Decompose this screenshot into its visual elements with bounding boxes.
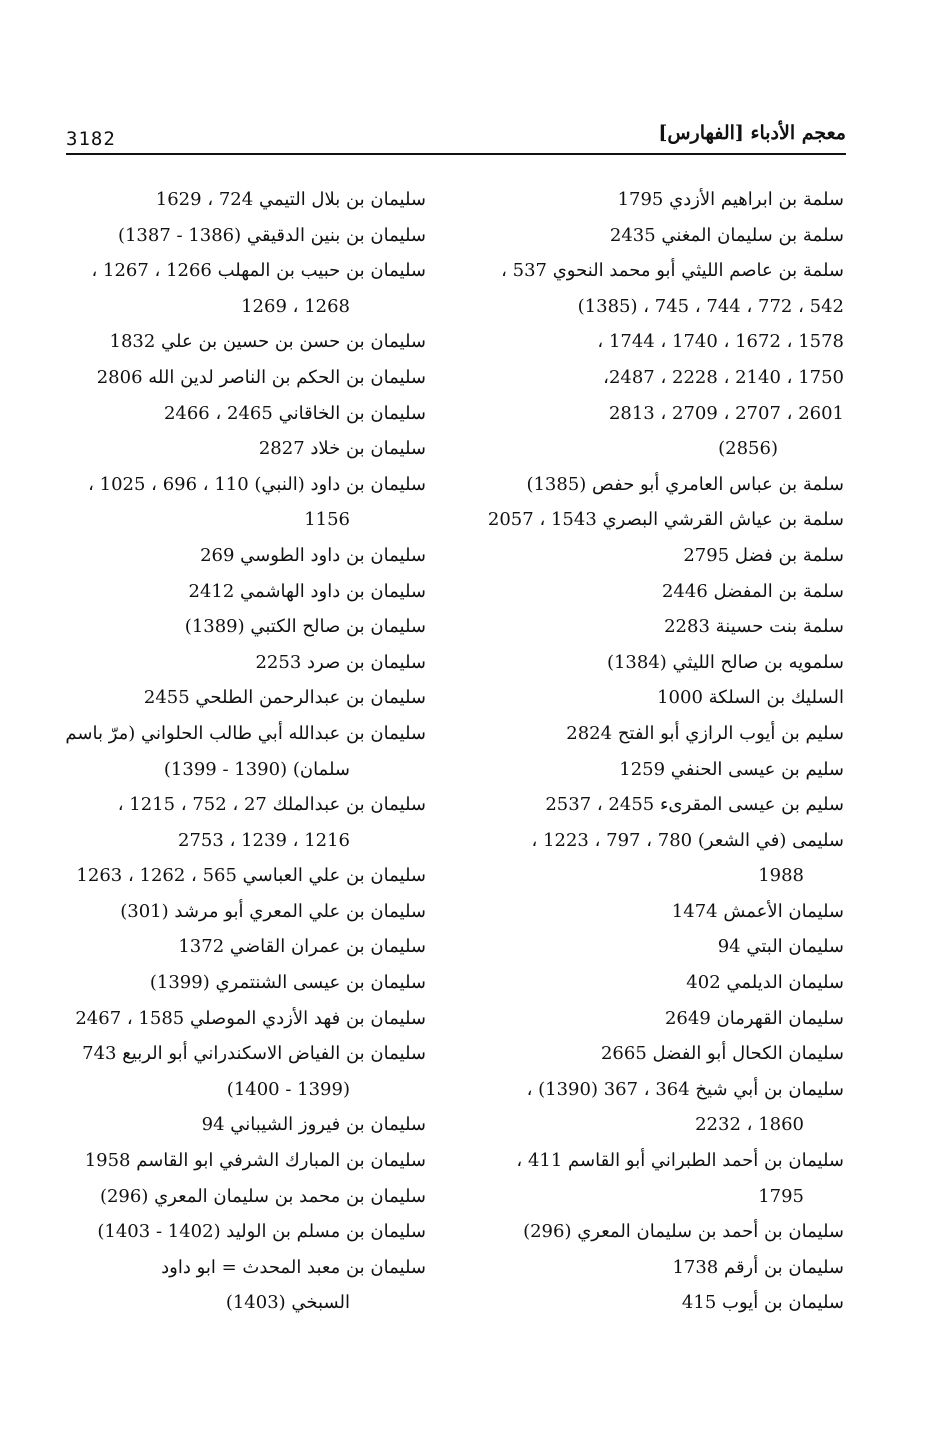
index-entry-text: سليمان بن عمران القاضي 1372 (178, 936, 426, 958)
index-entry-text: سلمة بن ابراهيم الأزدي 1795 (617, 189, 844, 210)
index-entry-text: سلمة بنت حسينة 2283 (664, 616, 844, 638)
index-entry-continuation: 1156 (304, 509, 350, 531)
index-entry (60, 680, 426, 716)
index-entry-continuation: السبخي (1403) (225, 1292, 350, 1314)
page-header (66, 118, 846, 154)
index-entry-text: سليمان بن محمد بن سليمان المعري (296) (99, 1185, 426, 1207)
index-entry (60, 645, 426, 681)
index-entry (474, 929, 844, 965)
header-rule (66, 153, 846, 155)
index-entry-text: سليمان بن الخاقاني 2465 ، 2466 (163, 402, 426, 424)
index-entry-text: السليك بن السلكة 1000 (657, 687, 844, 709)
index-entry (474, 1285, 844, 1321)
index-entry (60, 574, 426, 610)
index-entry (60, 1179, 426, 1215)
running-title: معجم الأدباء [الفهارس] (658, 122, 846, 144)
index-entry (474, 645, 844, 681)
index-entry-text: سليمان بن المبارك الشرفي ابو القاسم 1958 (84, 1150, 426, 1172)
index-entry-text: سليمان بن علي المعري أبو مرشد (301) (120, 900, 426, 922)
index-entry-continuation: 542 ، 772 ، 744 ، 745 ، (1385) (577, 295, 844, 317)
index-entry-text: سليمان بن أحمد بن سليمان المعري (296) (523, 1221, 844, 1243)
index-entry (474, 609, 844, 645)
index-entry (60, 858, 426, 894)
index-entry (60, 1107, 426, 1143)
page-number: 3182 (66, 128, 116, 150)
index-entry-text: سليم بن عيسى المقرىء 2455 ، 2537 (545, 794, 844, 816)
index-entry-text: سليمان الكحال أبو الفضل 2665 (600, 1043, 844, 1065)
index-entry (60, 218, 426, 254)
index-entry (474, 1250, 844, 1286)
index-entry (474, 467, 844, 503)
index-entry (474, 182, 844, 218)
index-entry-text: سليمان بن صالح الكتبي (1389) (184, 616, 426, 638)
index-entry (474, 1036, 844, 1072)
index-entry (60, 360, 426, 396)
index-entry-text: سليمان بن مسلم بن الوليد (1402 - 1403) (97, 1221, 426, 1243)
index-entry-continuation: 1578 ، 1672 ، 1740 ، 1744 ، (597, 331, 844, 353)
index-entry-text: سليمان الأعمش 1474 (671, 900, 844, 922)
index-entry-continuation: 1860 ، 2232 (695, 1114, 804, 1136)
index-entry-text: سليمان بن فيروز الشيباني 94 (201, 1114, 426, 1136)
index-entry-continuation: 1795 (758, 1185, 804, 1207)
index-entry (474, 574, 844, 610)
index-entry-text: سليمان بن حبيب بن المهلب 1266 ، 1267 ، (91, 260, 426, 282)
index-entry-text: سلمويه بن صالح الليثي (1384) (606, 651, 844, 673)
index-entry (474, 1001, 844, 1037)
index-entry (474, 218, 844, 254)
index-entry-text: سلمة بن المفضل 2446 (661, 580, 844, 602)
index-entry (60, 965, 426, 1001)
index-entry (60, 1036, 426, 1107)
index-entry (60, 894, 426, 930)
index-entry-continuation: سلمان) (1390 - 1399) (163, 758, 350, 780)
index-entry (474, 502, 844, 538)
index-entry (60, 324, 426, 360)
index-entry-text: سليمان بن داود الهاشمي 2412 (188, 580, 426, 602)
index-entry-text: سليمان القهرمان 2649 (664, 1007, 844, 1029)
index-entry-text: سليمان بن بنين الدقيقي (1386 - 1387) (117, 224, 426, 246)
index-entry-text: سلمة بن فضل 2795 (683, 544, 844, 566)
index-entry-text: سليم بن أيوب الرازي أبو الفتح 2824 (566, 722, 844, 744)
index-column-right (474, 182, 844, 1321)
index-entry-text: سليمان بن أرقم 1738 (672, 1256, 844, 1278)
index-entry-text: سليمان البتي 94 (717, 936, 844, 958)
index-entry (60, 787, 426, 858)
index-entry (60, 716, 426, 787)
index-column-left (60, 182, 426, 1321)
index-entry-text: سليمان بن عيسى الشنتمري (1399) (149, 972, 426, 994)
index-entry (474, 253, 844, 467)
index-entry (60, 1214, 426, 1250)
index-entry (60, 396, 426, 432)
index-entry (474, 752, 844, 788)
index-entry-text: سلمة بن عباس العامري أبو حفص (1385) (526, 473, 844, 495)
index-entry-text: سليمان بن عبدالرحمن الطلحي 2455 (143, 687, 426, 709)
index-entry-text: سليمان بن أحمد الطبراني أبو القاسم 411 ، (516, 1150, 844, 1172)
index-entry (474, 787, 844, 823)
index-entry (474, 1214, 844, 1250)
index-entry (60, 1143, 426, 1179)
index-entry (60, 253, 426, 324)
index-entry (474, 680, 844, 716)
index-entry-text: سليم بن عيسى الحنفي 1259 (619, 758, 844, 780)
index-entry-continuation: (1399 - 1400) (226, 1078, 350, 1100)
index-entry (60, 609, 426, 645)
index-entry (60, 929, 426, 965)
index-entry (474, 716, 844, 752)
index-entry-text: سلمة بن سليمان المغني 2435 (609, 224, 844, 246)
index-entry-text: سليمان بن علي العباسي 565 ، 1262 ، 1263 (76, 865, 426, 887)
index-entry (60, 431, 426, 467)
index-entry (60, 1001, 426, 1037)
index-entry (474, 1143, 844, 1214)
index-entry (474, 823, 844, 894)
index-entry-text: سليمان بن فهد الأزدي الموصلي 1585 ، 2467 (75, 1007, 426, 1029)
index-entry-text: سلمة بن عاصم الليثي أبو محمد النحوي 537 ، (501, 260, 844, 282)
index-entry-continuation: 2601 ، 2707 ، 2709 ، 2813 (608, 402, 844, 424)
index-entry (474, 894, 844, 930)
index-entry (474, 965, 844, 1001)
index-entry-text: سليمان بن داود الطوسي 269 (200, 544, 426, 566)
index-entry-text: سليمان الديلمي 402 (686, 972, 844, 994)
index-entry-continuation: 1216 ، 1239 ، 2753 (178, 829, 350, 851)
index-entry (474, 1072, 844, 1143)
index-entry (60, 182, 426, 218)
index-entry-text: سليمان بن الفياض الاسكندراني أبو الربيع 743 (82, 1043, 426, 1065)
index-entry (474, 538, 844, 574)
index-entry-continuation: (2856) (718, 438, 778, 460)
index-entry-text: سليمان بن حسن بن حسين بن علي 1832 (109, 331, 426, 353)
index-entry-text: سليمى (في الشعر) 780 ، 797 ، 1223 ، (531, 829, 844, 851)
index-entry-text: سليمان بن معبد المحدث = ابو داود (161, 1256, 426, 1278)
index-entry-text: سليمان بن خلاد 2827 (258, 438, 426, 460)
index-entry-text: سليمان بن أبي شيخ 364 ، 367 (1390) ، (526, 1078, 844, 1100)
index-entry-text: سليمان بن عبدالملك 27 ، 752 ، 1215 ، (117, 794, 426, 816)
index-entry-text: سليمان بن صرد 2253 (255, 651, 426, 673)
index-entry-text: سلمة بن عياش القرشي البصري 1543 ، 2057 (487, 509, 844, 531)
index-entry-text: سليمان بن بلال التيمي 724 ، 1629 (155, 189, 426, 210)
index-entry-text: سليمان بن الحكم بن الناصر لدين الله 2806 (96, 366, 426, 388)
index-entry-continuation: 1988 (758, 865, 804, 887)
index-entry-continuation: 1750 ، 2140 ، 2228 ، 2487، (603, 366, 844, 388)
index-entry (60, 538, 426, 574)
index-entry-text: سليمان بن عبدالله أبي طالب الحلواني (مرّ باسم (65, 722, 426, 744)
index-entry-continuation: 1268 ، 1269 (241, 295, 350, 317)
index-entry-text: سليمان بن أيوب 415 (681, 1292, 844, 1314)
index-entry-text: سليمان بن داود (النبي) 110 ، 696 ، 1025 ، (88, 473, 426, 495)
index-entry (60, 1250, 426, 1321)
index-entry (60, 467, 426, 538)
